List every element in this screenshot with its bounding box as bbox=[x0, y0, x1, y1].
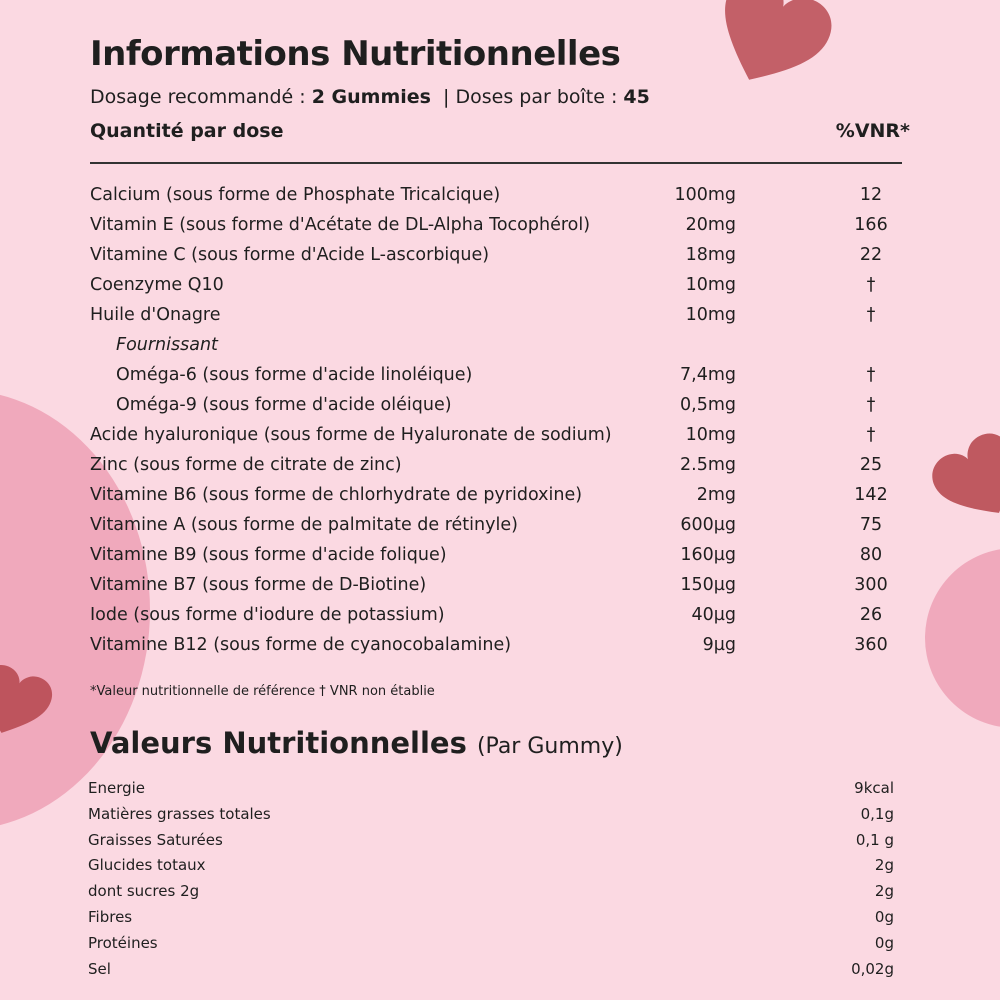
doses-label: Doses par boîte : bbox=[455, 86, 624, 108]
table-row bbox=[88, 240, 908, 270]
footnote: *Valeur nutritionnelle de référence † VNR non établie bbox=[90, 684, 435, 699]
table-row bbox=[88, 600, 908, 630]
nutrient-name: Matières grasses totales bbox=[88, 804, 271, 823]
table-header bbox=[90, 120, 910, 142]
ingredient-amount: 2.5mg bbox=[680, 455, 736, 475]
table-row bbox=[88, 270, 908, 300]
dosage-value: 2 Gummies bbox=[311, 86, 431, 108]
ingredient-amount: 18mg bbox=[685, 245, 736, 265]
nutrient-value: 2g bbox=[874, 856, 894, 875]
ingredient-name: Iode (sous forme d'iodure de potassium) bbox=[90, 605, 445, 625]
ingredient-amount: 100mg bbox=[674, 185, 736, 205]
dosage-separator: | bbox=[430, 86, 456, 108]
table-row bbox=[88, 210, 908, 240]
ingredient-vnr: † bbox=[866, 275, 876, 295]
quantity-header: Quantité par dose bbox=[90, 120, 284, 142]
nutrient-value: 0g bbox=[874, 907, 894, 926]
ingredient-vnr: † bbox=[866, 305, 876, 325]
ingredient-vnr: 360 bbox=[854, 635, 888, 655]
ingredient-name: Acide hyaluronique (sous forme de Hyaluronate de sodium) bbox=[90, 425, 612, 445]
ingredient-name: Fournissant bbox=[116, 335, 218, 355]
nutrient-name: Sel bbox=[88, 959, 111, 978]
ingredient-name: Huile d'Onagre bbox=[90, 305, 221, 325]
ingredient-amount: 20mg bbox=[685, 215, 736, 235]
ingredient-name: Calcium (sous forme de Phosphate Tricalcique) bbox=[90, 185, 501, 205]
ingredient-name: Oméga-6 (sous forme d'acide linoléique) bbox=[116, 365, 473, 385]
ingredients-table bbox=[88, 180, 908, 660]
nutrient-name: Energie bbox=[88, 779, 146, 797]
ingredient-vnr: 26 bbox=[859, 605, 883, 625]
ingredient-vnr: 80 bbox=[859, 545, 883, 565]
ingredient-vnr: † bbox=[866, 365, 876, 385]
ingredient-amount: 0,5mg bbox=[680, 395, 736, 415]
ingredient-name: Vitamine B9 (sous forme d'acide folique) bbox=[90, 545, 447, 565]
ingredient-vnr: 75 bbox=[859, 515, 883, 535]
ingredient-vnr: 300 bbox=[854, 575, 888, 595]
ingredient-vnr: 166 bbox=[854, 215, 888, 235]
nutrient-value: 2g bbox=[874, 882, 894, 901]
ingredient-amount: 2mg bbox=[696, 485, 736, 505]
header-divider bbox=[90, 162, 902, 164]
ingredient-vnr: † bbox=[866, 425, 876, 445]
ingredient-amount: 150µg bbox=[680, 575, 736, 595]
table-row bbox=[88, 480, 908, 510]
ingredient-name: Oméga-9 (sous forme d'acide oléique) bbox=[116, 395, 452, 415]
ingredient-vnr: 142 bbox=[854, 485, 888, 505]
list-item bbox=[88, 853, 906, 879]
list-item bbox=[88, 802, 906, 828]
dosage-label: Dosage recommandé : bbox=[90, 86, 312, 108]
nutrient-value: 0,1g bbox=[860, 804, 894, 823]
nutrient-name: Glucides totaux bbox=[88, 856, 206, 875]
ingredient-vnr: † bbox=[866, 395, 876, 415]
table-row bbox=[88, 630, 908, 660]
ingredient-amount: 600µg bbox=[680, 515, 736, 535]
table-row bbox=[88, 360, 908, 390]
ingredient-amount: 160µg bbox=[680, 545, 736, 565]
ingredient-amount: 10mg bbox=[685, 425, 736, 445]
ingredient-name: Vitamine B7 (sous forme de D-Biotine) bbox=[90, 575, 427, 595]
nutrient-name: Graisses Saturées bbox=[88, 830, 223, 849]
nutrient-name: Protéines bbox=[88, 933, 158, 952]
list-item bbox=[88, 776, 906, 802]
ingredient-vnr: 25 bbox=[859, 455, 883, 475]
nutrient-name: Fibres bbox=[88, 907, 133, 926]
ingredient-name: Vitamin E (sous forme d'Acétate de DL-Alpha Tocophérol) bbox=[90, 215, 591, 235]
nutrition-subtitle: (Par Gummy) bbox=[476, 734, 623, 759]
table-row bbox=[88, 450, 908, 480]
ingredient-amount: 10mg bbox=[685, 275, 736, 295]
ingredient-name: Vitamine C (sous forme d'Acide L-ascorbique) bbox=[90, 245, 490, 265]
table-row bbox=[88, 420, 908, 450]
table-row-subheading bbox=[88, 330, 908, 360]
nutrient-value: 0,02g bbox=[851, 959, 894, 978]
ingredient-amount: 9µg bbox=[702, 635, 736, 655]
ingredient-name: Vitamine B12 (sous forme de cyanocobalamine) bbox=[90, 635, 512, 655]
nutrient-name: dont sucres 2g bbox=[88, 882, 200, 901]
table-row bbox=[88, 390, 908, 420]
nutrition-values-table bbox=[88, 776, 906, 982]
ingredient-vnr: 22 bbox=[859, 245, 883, 265]
nutrition-title-text: Valeurs Nutritionnelles bbox=[90, 726, 467, 760]
table-row bbox=[88, 300, 908, 330]
ingredient-name: Coenzyme Q10 bbox=[90, 275, 224, 295]
nutrient-value: 0g bbox=[874, 933, 894, 952]
list-item bbox=[88, 957, 906, 983]
ingredient-amount: 7,4mg bbox=[680, 365, 736, 385]
ingredient-amount: 40µg bbox=[691, 605, 736, 625]
ingredient-name: Vitamine B6 (sous forme de chlorhydrate de pyridoxine) bbox=[90, 485, 583, 505]
ingredient-amount: 10mg bbox=[685, 305, 736, 325]
nutrient-value: 0,1 g bbox=[855, 830, 894, 849]
table-row bbox=[88, 540, 908, 570]
list-item bbox=[88, 828, 906, 854]
ingredient-name: Zinc (sous forme de citrate de zinc) bbox=[90, 455, 402, 475]
list-item bbox=[88, 905, 906, 931]
vnr-header: %VNR* bbox=[835, 120, 910, 142]
nutrient-value: 9kcal bbox=[854, 779, 894, 797]
table-row bbox=[88, 570, 908, 600]
nutrition-title bbox=[90, 726, 623, 760]
ingredient-vnr: 12 bbox=[859, 185, 883, 205]
table-row bbox=[88, 510, 908, 540]
page-title: Informations Nutritionnelles bbox=[90, 34, 621, 74]
list-item bbox=[88, 879, 906, 905]
doses-value: 45 bbox=[623, 86, 650, 108]
dosage-line bbox=[90, 86, 650, 108]
list-item bbox=[88, 931, 906, 957]
table-row bbox=[88, 180, 908, 210]
ingredient-name: Vitamine A (sous forme de palmitate de rétinyle) bbox=[90, 515, 518, 535]
